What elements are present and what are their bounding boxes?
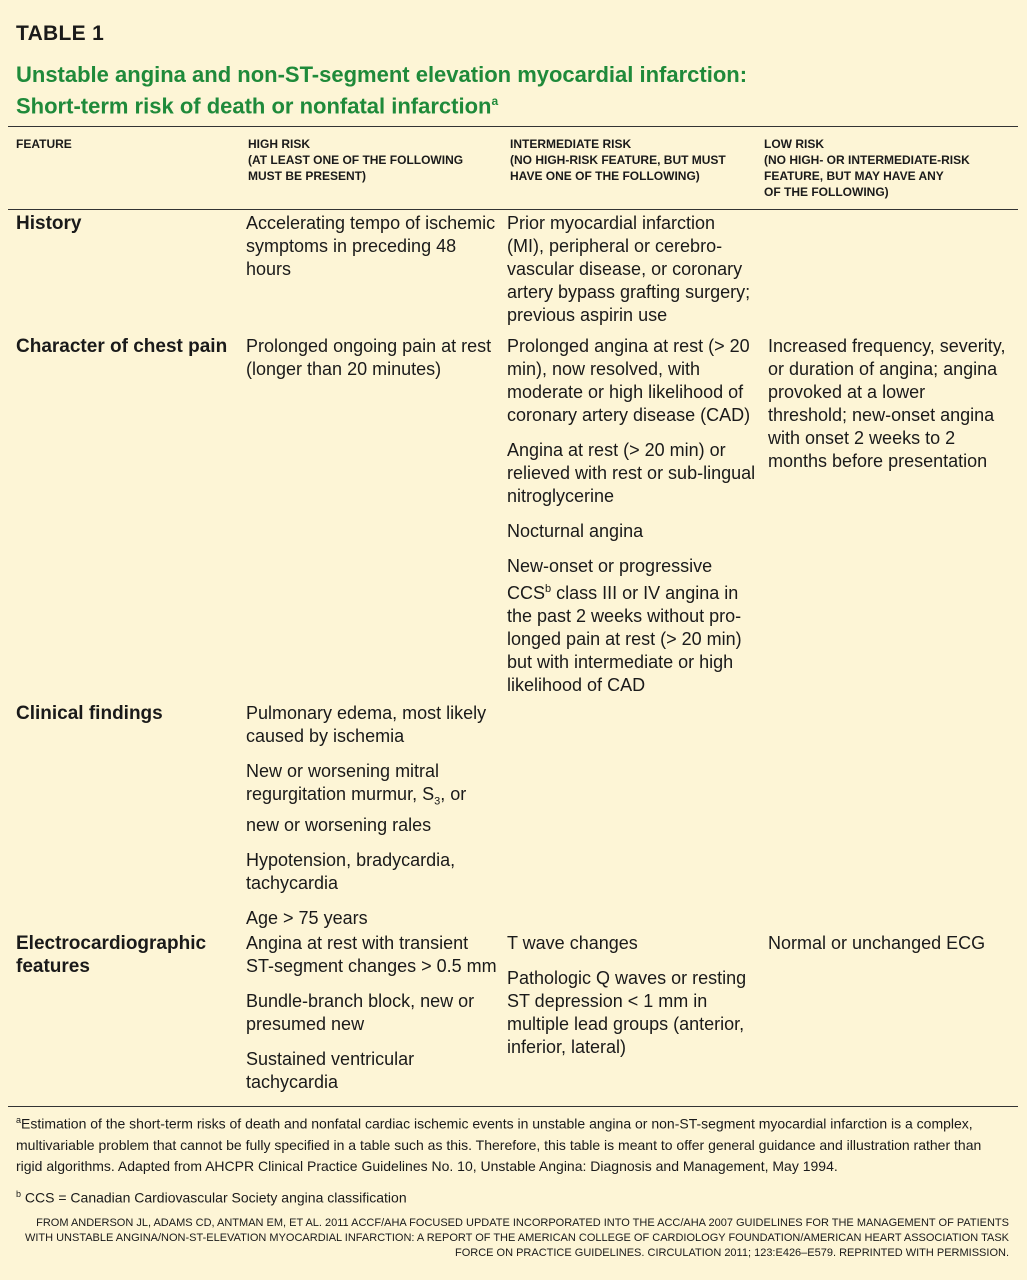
- row-head-clinical-findings: Clinical findings: [16, 703, 163, 724]
- row-head-history: History: [16, 213, 82, 234]
- top-rule: [8, 126, 1018, 127]
- list-item: New-onset or progressive CCS$^b$ class III or IV angina in the past 2 weeks without pro-longed pain at rest (> 20 min) but with intermediate or high likelihood of CAD: [507, 556, 742, 695]
- chest-pain-intermediate-risk: [507, 335, 757, 709]
- header-rule: [8, 209, 1018, 210]
- colhead-feature: FEATURE: [16, 137, 72, 151]
- ecg-low-risk: Normal or unchanged ECG: [768, 933, 986, 953]
- colhead-low-risk: LOW RISK (NO HIGH- OR INTERMEDIATE-RISK FEATURE, BUT MAY HAVE ANY OF THE FOLLOWING): [764, 137, 970, 199]
- colhead-intermediate-risk: INTERMEDIATE RISK (NO HIGH-RISK FEATURE, BUT MUST HAVE ONE OF THE FOLLOWING): [510, 137, 726, 183]
- list-item: Sustained ventricular tachycardia: [246, 1049, 415, 1092]
- history-intermediate-risk: Prior myocardial infarction (MI), peripheral or cerebro-vascular disease, or coronary artery bypass grafting surgery; previous aspirin use: [507, 213, 751, 325]
- table-title: [16, 62, 1006, 119]
- footnote-b: $^b$ CCS = Canadian Cardiovascular Society angina classification: [16, 1189, 407, 1206]
- list-item: New or worsening mitral regurgitation murmur, $S_3$, or new or worsening rales: [246, 761, 467, 835]
- list-item: Angina at rest (> 20 min) or relieved with rest or sub-lingual nitroglycerine: [507, 440, 756, 506]
- list-item: Pathologic Q waves or resting ST depression < 1 mm in multiple lead groups (anterior, inferior, lateral): [507, 968, 747, 1057]
- source-citation: FROM ANDERSON JL, ADAMS CD, ANTMAN EM, ET AL. 2011 ACCF/AHA FOCUSED UPDATE INCORPORATED INTO THE ACC/AHA 2007 GUIDELINES FOR THE MANAGEMENT OF PATIENTS WITH UNSTABLE ANGINA/NON-ST-ELEVATION MYOCARDIAL INFARCTION: A REPORT OF THE AMERICAN COLLEGE OF CARDIOLOGY FOUNDATION/AMERICAN HEART ASSOCIATION TASK FORCE ON PRACTICE GUIDELINES. CIRCULATION 2011; 123:E426–E579. REPRINTED WITH PERMISSION.: [24, 1217, 1009, 1259]
- ecg-intermediate-risk: [507, 932, 757, 1071]
- colhead-high-risk: HIGH RISK (AT LEAST ONE OF THE FOLLOWING MUST BE PRESENT): [248, 137, 464, 183]
- ecg-high-risk: [246, 932, 498, 1106]
- row-head-chest-pain: Character of chest pain: [16, 336, 228, 357]
- title-footnote-marker: a: [491, 94, 499, 108]
- title-line-2: Short-term risk of death or nonfatal infarction$^a$: [16, 93, 499, 119]
- chest-pain-high-risk: Prolonged ongoing pain at rest (longer than 20 minutes): [246, 336, 492, 379]
- history-high-risk: Accelerating tempo of ischemic symptoms in preceding 48 hours: [246, 213, 496, 279]
- list-item: Prolonged angina at rest (> 20 min), now resolved, with moderate or high likelihood of coronary artery disease (CAD): [507, 336, 751, 425]
- list-item: Angina at rest with transient ST-segment changes > 0.5 mm: [246, 933, 497, 976]
- list-item: Hypotension, bradycardia, tachycardia: [246, 849, 456, 893]
- title-line-1: Unstable angina and non-ST-segment elevation myocardial infarction:: [16, 62, 748, 87]
- footnote-a: $^a$Estimation of the short-term risks of death and nonfatal cardiac ischemic events in unstable angina or non-ST-segment myocardial infarction is a complex, multivariable problem that cannot be fully specified in a table such as this. Therefore, this table is meant to offer general guidance and illustration rather than rigid algorithms. Adapted from AHCPR Clinical Practice Guidelines No. 10, Unstable Angina: Diagnosis and Management, May 1994.: [16, 1115, 982, 1174]
- list-item: T wave changes: [507, 933, 638, 953]
- footer-rule: [8, 1106, 1018, 1107]
- list-item: Pulmonary edema, most likely caused by ischemia: [246, 703, 487, 746]
- table-label: TABLE 1: [16, 22, 105, 45]
- list-item: Bundle-branch block, new or presumed new: [246, 991, 475, 1034]
- chest-pain-low-risk: Increased frequency, severity, or duration of angina; angina provoked at a lower threshold; new-onset angina with onset 2 weeks to 2 months before presentation: [768, 336, 1006, 471]
- clinical-high-risk: [246, 702, 498, 942]
- list-item: Nocturnal angina: [507, 521, 644, 541]
- row-head-ecg: Electrocardiographic features: [16, 933, 207, 977]
- list-item: Age > 75 years: [246, 907, 368, 928]
